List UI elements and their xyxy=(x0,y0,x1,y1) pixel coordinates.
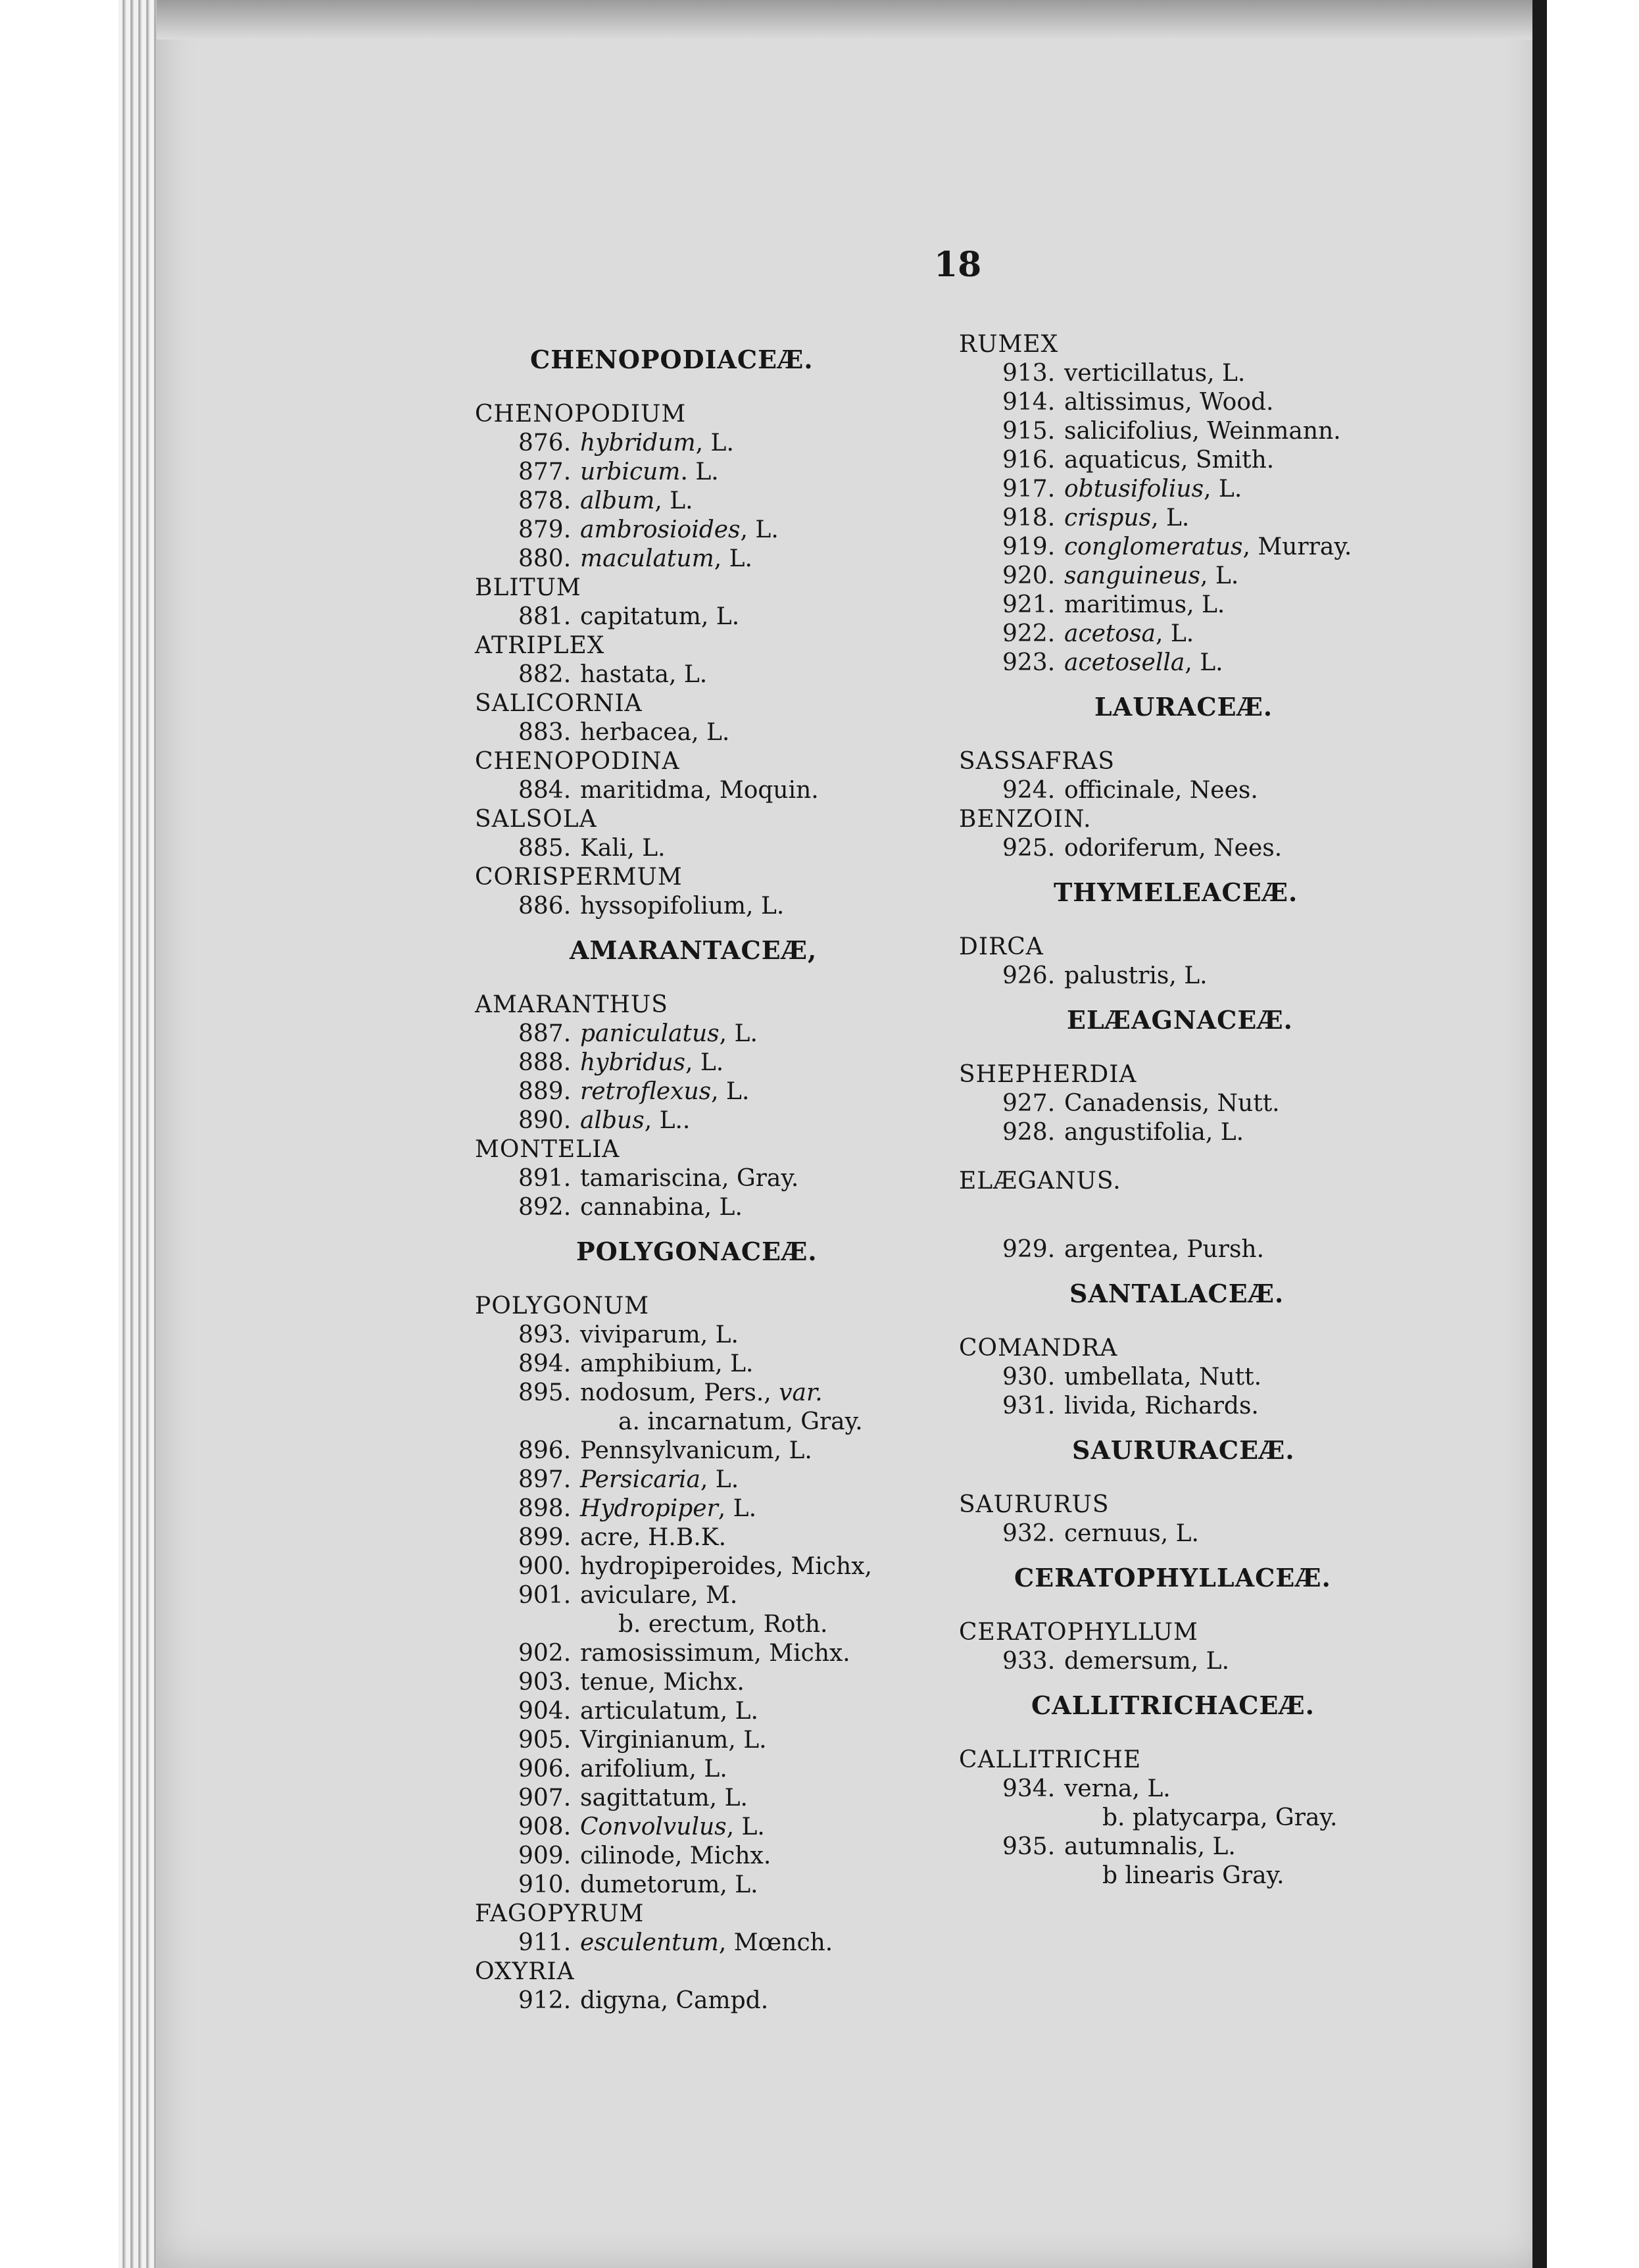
species-number: 929. xyxy=(1002,1236,1056,1263)
page-number: 18 xyxy=(934,245,982,285)
page-top-shadow xyxy=(157,0,1532,39)
species-name: hyssopifolium, L. xyxy=(580,893,785,920)
species-entry xyxy=(475,1350,948,1379)
species-number: 891. xyxy=(518,1165,572,1192)
family-heading: SAURURACEÆ. xyxy=(1072,1435,1295,1465)
species-name: sagittatum, L. xyxy=(580,1785,748,1812)
species-name: tenue, Michx. xyxy=(580,1669,745,1696)
species-name: officinale, Nees. xyxy=(1064,777,1258,804)
spacer xyxy=(475,971,948,991)
genus-name: SALSOLA xyxy=(475,806,597,833)
spacer xyxy=(959,1147,1446,1167)
species-entry xyxy=(475,718,948,747)
species-number: 917. xyxy=(1002,476,1056,503)
species-entry xyxy=(475,1106,948,1135)
species-number: 893. xyxy=(518,1321,572,1348)
species-number: 919. xyxy=(1002,533,1056,560)
species-name: acetosa xyxy=(1064,620,1156,647)
species-entry xyxy=(475,1321,948,1350)
species-authority: . L. xyxy=(680,458,719,485)
spacer xyxy=(475,1272,948,1292)
genus-name: CORISPERMUM xyxy=(475,864,683,891)
genus-name: RUMEX xyxy=(959,331,1059,358)
species-number: 879. xyxy=(518,516,572,543)
family-heading: CHENOPODIACEÆ. xyxy=(530,345,814,374)
species-name: sanguineus xyxy=(1064,562,1201,589)
page-stack-edge xyxy=(118,0,157,2268)
family-heading: AMARANTACEÆ, xyxy=(570,935,818,965)
species-number: 898. xyxy=(518,1495,572,1522)
species-number: 884. xyxy=(518,777,572,804)
species-number: 889. xyxy=(518,1078,572,1105)
species-name: ambrosioides xyxy=(580,516,741,543)
genus-name: SAURURUS xyxy=(959,1491,1110,1518)
species-name: argentea, Pursh. xyxy=(1064,1236,1265,1263)
species-number: 895. xyxy=(518,1379,572,1406)
species-number: 911. xyxy=(518,1929,572,1956)
species-name: ramosissimum, Michx. xyxy=(580,1640,850,1667)
species-number: 876. xyxy=(518,430,572,456)
species-entry xyxy=(959,649,1446,678)
species-entry xyxy=(475,1164,948,1193)
species-authority: , L. xyxy=(700,1466,739,1493)
species-name: hydropiperoides, Michx, xyxy=(580,1553,872,1580)
species-entry xyxy=(959,504,1446,533)
species-number: 920. xyxy=(1002,562,1056,589)
species-number: 894. xyxy=(518,1350,572,1377)
species-number: 899. xyxy=(518,1524,572,1551)
species-name: paniculatus xyxy=(580,1020,720,1047)
species-number: 906. xyxy=(518,1756,572,1783)
species-number: 885. xyxy=(518,835,572,862)
species-name: odoriferum, Nees. xyxy=(1064,835,1283,862)
genus-name: SHEPHERDIA xyxy=(959,1061,1137,1088)
right-column xyxy=(959,330,1446,1890)
species-authority: , L. xyxy=(654,487,693,514)
species-entry xyxy=(959,1647,1446,1676)
species-entry xyxy=(475,545,948,574)
species-number: 915. xyxy=(1002,418,1056,445)
species-number: 908. xyxy=(518,1813,572,1840)
spacer xyxy=(959,1196,1446,1216)
variety-entry: b. erectum, Roth. xyxy=(618,1611,828,1638)
species-entry xyxy=(959,591,1446,620)
family-heading: LAURACEÆ. xyxy=(1094,692,1273,722)
spacer xyxy=(959,1314,1446,1334)
species-number: 901. xyxy=(518,1582,572,1609)
species-entry xyxy=(959,533,1446,562)
species-number: 935. xyxy=(1002,1833,1056,1860)
species-number: 882. xyxy=(518,661,572,688)
species-number: 924. xyxy=(1002,777,1056,804)
species-entry xyxy=(959,834,1446,863)
genus-name: CERATOPHYLLUM xyxy=(959,1619,1198,1646)
species-authority: , L. xyxy=(1156,620,1194,647)
species-entry xyxy=(475,487,948,516)
species-entry xyxy=(959,776,1446,805)
binding-shadow xyxy=(1532,0,1547,2268)
species-entry xyxy=(475,1784,948,1813)
spacer xyxy=(959,727,1446,747)
species-number: 925. xyxy=(1002,835,1056,862)
species-entry xyxy=(475,1020,948,1048)
species-name: maculatum xyxy=(580,545,714,572)
species-entry xyxy=(959,1775,1446,1804)
genus-name: AMARANTHUS xyxy=(475,991,668,1018)
species-name: palustris, L. xyxy=(1064,962,1208,989)
species-entry xyxy=(959,475,1446,504)
variety-entry: b. platycarpa, Gray. xyxy=(1102,1804,1338,1831)
species-entry xyxy=(475,516,948,545)
species-number: 913. xyxy=(1002,360,1056,387)
species-number: 921. xyxy=(1002,591,1056,618)
species-name: maritidma, Moquin. xyxy=(580,777,819,804)
species-name: nodosum, Pers., xyxy=(580,1379,771,1406)
species-entry xyxy=(959,1089,1446,1118)
species-number: 900. xyxy=(518,1553,572,1580)
species-entry xyxy=(475,660,948,689)
species-name: dumetorum, L. xyxy=(580,1871,758,1898)
species-name: retroflexus xyxy=(580,1078,712,1105)
species-name: amphibium, L. xyxy=(580,1350,754,1377)
species-entry xyxy=(475,1929,948,1958)
species-authority: , L. xyxy=(1185,649,1223,676)
species-number: 877. xyxy=(518,458,572,485)
species-authority: , L. xyxy=(718,1495,757,1522)
species-name: Virginianum, L. xyxy=(580,1727,767,1754)
species-entry xyxy=(475,1755,948,1784)
species-entry xyxy=(959,1519,1446,1548)
species-number: 892. xyxy=(518,1194,572,1221)
species-number: 887. xyxy=(518,1020,572,1047)
species-entry xyxy=(959,1235,1446,1264)
genus-name: POLYGONUM xyxy=(475,1293,650,1319)
species-name: cernuus, L. xyxy=(1064,1520,1199,1547)
species-entry xyxy=(475,1466,948,1494)
species-authority: , L. xyxy=(695,430,734,456)
species-authority: , Mœnch. xyxy=(718,1929,833,1956)
genus-name: ATRIPLEX xyxy=(475,632,605,659)
species-number: 881. xyxy=(518,603,572,630)
species-name: verticillatus, L. xyxy=(1064,360,1246,387)
scan-margin xyxy=(1547,0,1639,2268)
species-entry xyxy=(475,1552,948,1581)
species-entry xyxy=(475,1437,948,1466)
species-name: cannabina, L. xyxy=(580,1194,743,1221)
species-entry xyxy=(959,417,1446,446)
species-number: 912. xyxy=(518,1987,572,2014)
spacer xyxy=(959,1726,1446,1746)
genus-name: MONTELIA xyxy=(475,1136,620,1163)
species-name: album xyxy=(580,487,655,514)
spacer xyxy=(959,913,1446,933)
species-number: 914. xyxy=(1002,389,1056,416)
species-name: arifolium, L. xyxy=(580,1756,727,1783)
species-entry xyxy=(959,359,1446,388)
species-entry xyxy=(475,1494,948,1523)
species-entry xyxy=(475,1813,948,1842)
genus-name: CALLITRICHE xyxy=(959,1746,1142,1773)
species-entry xyxy=(475,1842,948,1871)
species-authority: , L. xyxy=(719,1020,758,1047)
species-name: Persicaria xyxy=(580,1466,700,1493)
species-name: altissimus, Wood. xyxy=(1064,389,1274,416)
species-name: acre, H.B.K. xyxy=(580,1524,727,1551)
species-number: 907. xyxy=(518,1785,572,1812)
species-entry xyxy=(959,1833,1446,1861)
species-name: crispus xyxy=(1064,505,1152,531)
family-heading: SANTALACEÆ. xyxy=(1069,1279,1284,1308)
species-entry xyxy=(475,1986,948,2015)
species-name: conglomeratus xyxy=(1064,533,1243,560)
species-name: livida, Richards. xyxy=(1064,1393,1259,1419)
species-entry xyxy=(475,1193,948,1222)
species-name: acetosella xyxy=(1064,649,1185,676)
species-number: 934. xyxy=(1002,1775,1056,1802)
species-number: 910. xyxy=(518,1871,572,1898)
species-name: tamariscina, Gray. xyxy=(580,1165,799,1192)
spacer xyxy=(959,1041,1446,1060)
species-authority: , Murray. xyxy=(1242,533,1352,560)
species-name: Kali, L. xyxy=(580,835,666,862)
species-entry xyxy=(959,388,1446,417)
spacer xyxy=(475,380,948,400)
species-number: 928. xyxy=(1002,1119,1056,1146)
species-authority: , L.. xyxy=(644,1107,691,1134)
species-name: umbellata, Nutt. xyxy=(1064,1364,1262,1391)
species-name: demersum, L. xyxy=(1064,1648,1230,1675)
species-entry xyxy=(959,1363,1446,1392)
species-number: 904. xyxy=(518,1698,572,1725)
species-name: obtusifolius xyxy=(1064,476,1204,503)
species-entry xyxy=(475,892,948,921)
species-entry xyxy=(475,834,948,863)
species-number: 905. xyxy=(518,1727,572,1754)
species-entry xyxy=(475,1871,948,1900)
species-name: aviculare, M. xyxy=(580,1582,738,1609)
species-number: 902. xyxy=(518,1640,572,1667)
species-name: autumnalis, L. xyxy=(1064,1833,1236,1860)
species-name: angustifolia, L. xyxy=(1064,1119,1244,1146)
genus-name: BLITUM xyxy=(475,574,581,601)
species-entry xyxy=(475,603,948,631)
species-entry xyxy=(475,1726,948,1755)
species-entry xyxy=(475,1668,948,1697)
species-number: 888. xyxy=(518,1049,572,1076)
species-number: 878. xyxy=(518,487,572,514)
species-entry xyxy=(475,1379,948,1408)
species-number: 931. xyxy=(1002,1393,1056,1419)
species-entry xyxy=(475,429,948,458)
species-name: aquaticus, Smith. xyxy=(1064,447,1275,474)
species-authority: , L. xyxy=(726,1813,765,1840)
species-number: 880. xyxy=(518,545,572,572)
species-number: 932. xyxy=(1002,1520,1056,1547)
genus-name: SASSAFRAS xyxy=(959,748,1115,775)
species-name: esculentum xyxy=(580,1929,719,1956)
variety-marker: var. xyxy=(771,1379,823,1406)
genus-name: DIRCA xyxy=(959,933,1044,960)
species-number: 883. xyxy=(518,719,572,746)
species-authority: , L. xyxy=(1151,505,1190,531)
species-name: viviparum, L. xyxy=(580,1321,739,1348)
variety-entry: b linearis Gray. xyxy=(1102,1862,1284,1889)
species-number: 927. xyxy=(1002,1090,1056,1117)
species-number: 933. xyxy=(1002,1648,1056,1675)
spacer xyxy=(959,1598,1446,1618)
genus-name: OXYRIA xyxy=(475,1958,575,1985)
species-entry xyxy=(959,962,1446,991)
species-name: Canadensis, Nutt. xyxy=(1064,1090,1280,1117)
species-authority: , L. xyxy=(740,516,779,543)
species-name: capitatum, L. xyxy=(580,603,740,630)
species-number: 918. xyxy=(1002,505,1056,531)
species-name: herbacea, L. xyxy=(580,719,730,746)
species-entry xyxy=(475,1048,948,1077)
species-entry xyxy=(959,446,1446,475)
family-heading: CALLITRICHACEÆ. xyxy=(1031,1690,1315,1720)
species-name: urbicum xyxy=(580,458,681,485)
species-name: albus xyxy=(580,1107,645,1134)
species-number: 926. xyxy=(1002,962,1056,989)
species-entry xyxy=(959,562,1446,591)
species-number: 922. xyxy=(1002,620,1056,647)
genus-name: FAGOPYRUM xyxy=(475,1900,645,1927)
genus-name: ELÆGANUS. xyxy=(959,1168,1121,1195)
family-heading: POLYGONACEÆ. xyxy=(576,1237,818,1266)
species-entry xyxy=(475,458,948,487)
genus-name: CHENOPODINA xyxy=(475,748,680,775)
species-number: 897. xyxy=(518,1466,572,1493)
species-name: Pennsylvanicum, L. xyxy=(580,1437,812,1464)
species-number: 886. xyxy=(518,893,572,920)
genus-name: BENZOIN. xyxy=(959,806,1092,833)
species-number: 896. xyxy=(518,1437,572,1464)
species-number: 890. xyxy=(518,1107,572,1134)
species-name: articulatum, L. xyxy=(580,1698,759,1725)
species-number: 916. xyxy=(1002,447,1056,474)
species-name: maritimus, L. xyxy=(1064,591,1225,618)
species-name: salicifolius, Weinmann. xyxy=(1064,418,1341,445)
species-name: Convolvulus xyxy=(580,1813,727,1840)
species-entry xyxy=(475,1077,948,1106)
species-authority: , L. xyxy=(1200,562,1239,589)
species-name: Hydropiper xyxy=(580,1495,718,1522)
species-name: hastata, L. xyxy=(580,661,708,688)
species-entry xyxy=(475,1581,948,1610)
species-entry xyxy=(959,1392,1446,1421)
species-entry xyxy=(475,1639,948,1668)
species-name: verna, L. xyxy=(1064,1775,1171,1802)
species-entry xyxy=(475,776,948,805)
family-heading: CERATOPHYLLACEÆ. xyxy=(1014,1563,1331,1592)
species-entry xyxy=(959,1118,1446,1147)
genus-name: CHENOPODIUM xyxy=(475,401,687,428)
species-name: hybridum xyxy=(580,430,696,456)
species-number: 909. xyxy=(518,1842,572,1869)
species-authority: , L. xyxy=(711,1078,750,1105)
spacer xyxy=(959,1216,1446,1235)
species-authority: , L. xyxy=(685,1049,724,1076)
genus-name: COMANDRA xyxy=(959,1335,1118,1362)
species-name: digyna, Campd. xyxy=(580,1987,769,2014)
family-heading: THYMELEACEÆ. xyxy=(1054,877,1298,907)
species-name: hybridus xyxy=(580,1049,685,1076)
family-heading: ELÆAGNACEÆ. xyxy=(1067,1005,1293,1035)
species-name: cilinode, Michx. xyxy=(580,1842,771,1869)
species-entry xyxy=(475,1523,948,1552)
spacer xyxy=(959,1471,1446,1491)
variety-entry: a. incarnatum, Gray. xyxy=(618,1408,863,1435)
species-authority: , L. xyxy=(714,545,752,572)
species-number: 930. xyxy=(1002,1364,1056,1391)
genus-name: SALICORNIA xyxy=(475,690,643,717)
left-column xyxy=(475,330,948,2015)
species-entry xyxy=(959,620,1446,649)
species-number: 903. xyxy=(518,1669,572,1696)
species-entry xyxy=(475,1697,948,1726)
species-number: 923. xyxy=(1002,649,1056,676)
species-authority: , L. xyxy=(1204,476,1242,503)
